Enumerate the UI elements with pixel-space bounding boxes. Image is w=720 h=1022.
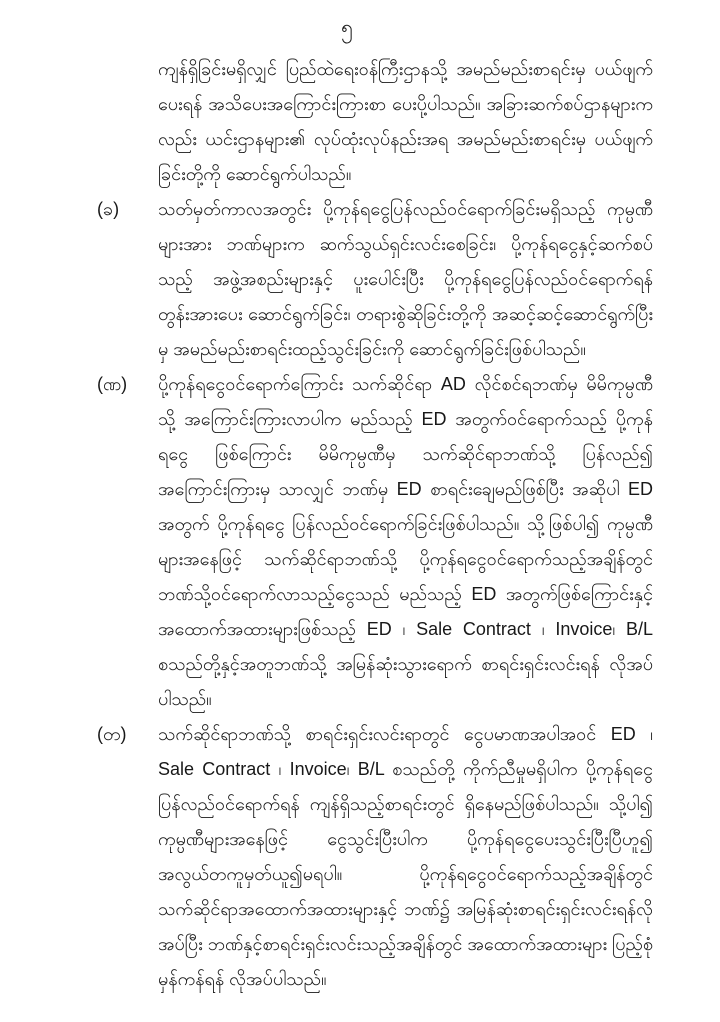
page-content [97, 52, 653, 997]
paragraph-nna [97, 367, 653, 717]
paragraph-text: ကျန်ရှိခြင်းမရှိလျှင် ပြည်ထဲရေးဝန်ကြီးဌာနသို့ အမည်မည်းစာရင်းမှ ပယ်ဖျက်ပေးရန် အသိပေးအကြောင်းကြားစာ ပေးပို့ပါသည်။ အခြားဆက်စပ်ဌာနများကလည်း ယင်းဌာနများ၏ လုပ်ထုံးလုပ်နည်းအရ အမည်မည်းစာရင်းမှ ပယ်ဖျက်ခြင်းတို့ကို ဆောင်ရွက်ပါသည်။ [158, 59, 653, 184]
paragraph-text: ပို့ကုန်ရငွေဝင်ရောက်ကြောင်း သက်ဆိုင်ရာ AD လိုင်စင်ရဘဏ်မှ မိမိကုမ္ပဏီသို့ အကြောင်းကြားလာပါက မည်သည့် ED အတွက်ဝင်ရောက်သည့် ပို့ကုန်ရငွေ ဖြစ်ကြောင်း မိမိကုမ္ပဏီမှ သက်ဆိုင်ရာဘဏ်သို့ ပြန်လည်၍ အကြောင်းကြားမှ သာလျှင် ဘဏ်မှ ED စာရင်းချေမည်ဖြစ်ပြီး အဆိုပါ ED အတွက် ပို့ကုန်ရငွေ ပြန်လည်ဝင်ရောက်ခြင်းဖြစ်ပါသည်။ သို့ဖြစ်ပါ၍ ကုမ္ပဏီများအနေဖြင့် သက်ဆိုင်ရာဘဏ်သို့ ပို့ကုန်ရငွေဝင်ရောက်သည့်အချိန်တွင် ဘဏ်သို့ဝင်ရောက်လာသည့်ငွေသည် မည်သည့် ED အတွက်ဖြစ်ကြောင်းနှင့် အထောက်အထားများဖြစ်သည့် ED ၊ Sale Contract ၊ Invoice၊ B/L စသည်တို့နှင့်အတူဘဏ်သို့ အမြန်ဆုံးသွားရောက် စာရင်းရှင်းလင်းရန် လိုအပ်ပါသည်။ [158, 374, 653, 709]
paragraph-text: သက်ဆိုင်ရာဘဏ်သို့ စာရင်းရှင်းလင်းရာတွင် ငွေပမာဏအပါအဝင် ED ၊ Sale Contract ၊ Invoice၊ B/L စသည်တို့ ကိုက်ညီမှုမရှိပါက ပို့ကုန်ရငွေ ပြန်လည်ဝင်ရောက်ရန် ကျန်ရှိသည့်စာရင်းတွင် ရှိနေမည်ဖြစ်ပါသည်။ သို့ပါ၍ ကုမ္ပဏီများအနေဖြင့် ငွေသွင်းပြီးပါက ပို့ကုန်ရငွေပေးသွင်းပြီးပြီဟူ၍ အလွယ်တကူမှတ်ယူ၍မရပါ။ ပို့ကုန်ရငွေဝင်ရောက်သည့်အချိန်တွင် သက်ဆိုင်ရာအထောက်အထားများနှင့် ဘဏ်၌ အမြန်ဆုံးစာရင်းရှင်းလင်းရန်လိုအပ်ပြီး ဘဏ်နှင့်စာရင်းရှင်းလင်းသည့်အချိန်တွင် အထောက်အထားများ ပြည့်စုံမှန်ကန်ရန် လိုအပ်ပါသည်။ [158, 724, 653, 989]
paragraph-continuation [97, 52, 653, 192]
paragraph-kha [97, 192, 653, 367]
paragraph-label: (တ) [97, 724, 127, 744]
paragraph-label: (ဏ) [97, 374, 128, 394]
paragraph-ta [97, 717, 653, 997]
paragraph-text: သတ်မှတ်ကာလအတွင်း ပို့ကုန်ရငွေပြန်လည်ဝင်ရောက်ခြင်းမရှိသည့် ကုမ္ပဏီများအား ဘဏ်များက ဆက်သွယ်ရှင်းလင်းစေခြင်း၊ ပို့ကုန်ရငွေနှင့်ဆက်စပ်သည့် အဖွဲ့အစည်းများနှင့် ပူးပေါင်းပြီး ပို့ကုန်ရငွေပြန်လည်ဝင်ရောက်ရန် တွန်းအားပေး ဆောင်ရွက်ခြင်း၊ တရားစွဲဆိုခြင်းတို့ကို အဆင့်ဆင့်ဆောင်ရွက်ပြီးမှ အမည်မည်းစာရင်းထည့်သွင်းခြင်းကို ဆောင်ရွက်ခြင်းဖြစ်ပါသည်။ [158, 199, 653, 359]
page-number: ၅ [341, 16, 353, 39]
paragraph-label: (ခ) [97, 199, 120, 219]
